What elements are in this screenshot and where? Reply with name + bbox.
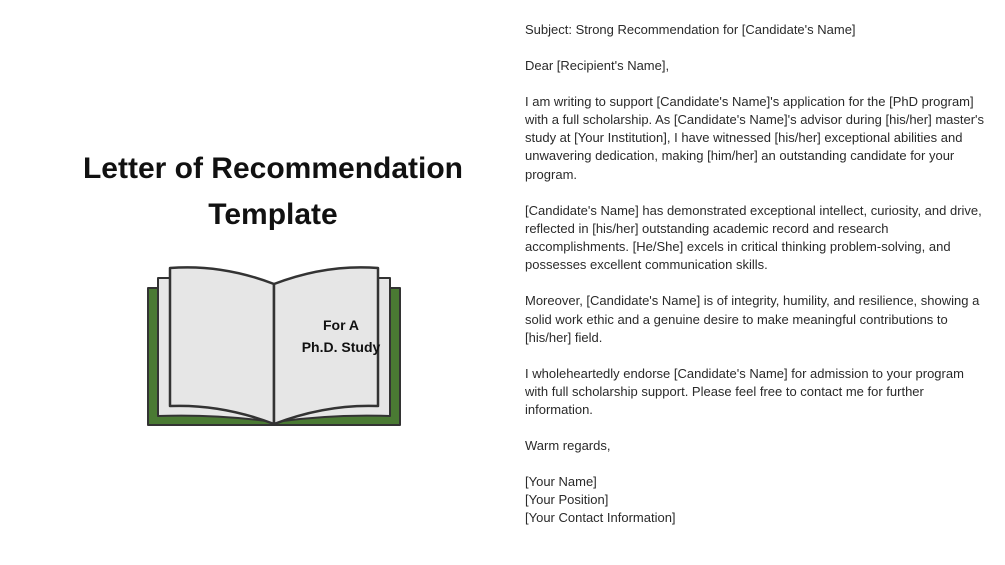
signature-name: [Your Name]: [525, 473, 597, 489]
open-book-icon: [146, 264, 402, 428]
recommendation-letter: [525, 21, 987, 545]
letter-closing: Warm regards,: [525, 438, 611, 454]
signature-contact: [Your Contact Information]: [525, 510, 676, 526]
book-label-line-2: Ph.D. Study: [301, 339, 381, 355]
title-line-2: Template: [208, 198, 338, 231]
page-title: [40, 146, 506, 238]
letter-greeting: Dear [Recipient's Name],: [525, 57, 670, 73]
letter-subject: Subject: Strong Recommendation for [Candidate's Name]: [525, 22, 856, 37]
letter-paragraph-1: I am writing to support [Candidate's Name]'s application for the [PhD program] with a full scholarship. As [Candidate's Name]'s advisor during [his/her] master's study at [Your Institution], I have witnessed [his/her] exceptional abilities and unwavering dedication, making [him/her] an outstanding candidate for your program.: [525, 93, 985, 182]
letter-paragraph-4: I wholeheartedly endorse [Candidate's Name] for admission to your program with full scholarship support. Please feel free to contact me for further information.: [525, 365, 964, 418]
title-line-1: Letter of Recommendation: [82, 152, 464, 185]
template-cover: [40, 140, 506, 440]
letter-paragraph-2: [Candidate's Name] has demonstrated exceptional intellect, curiosity, and drive, reflected in [his/her] outstanding academic record and research accomplishments. [He/She] excels in critical thinking problem-solving, and possesses excellent communication skills.: [525, 202, 982, 273]
book-label-line-1: For A: [322, 317, 360, 333]
letter-paragraph-3: Moreover, [Candidate's Name] is of integrity, humility, and resilience, showing a solid work ethic and a genuine desire to make meaningful contributions to [his/her] field.: [525, 293, 980, 345]
book-label: [294, 314, 388, 358]
letter-signature: [525, 473, 987, 528]
signature-position: [Your Position]: [525, 492, 609, 508]
